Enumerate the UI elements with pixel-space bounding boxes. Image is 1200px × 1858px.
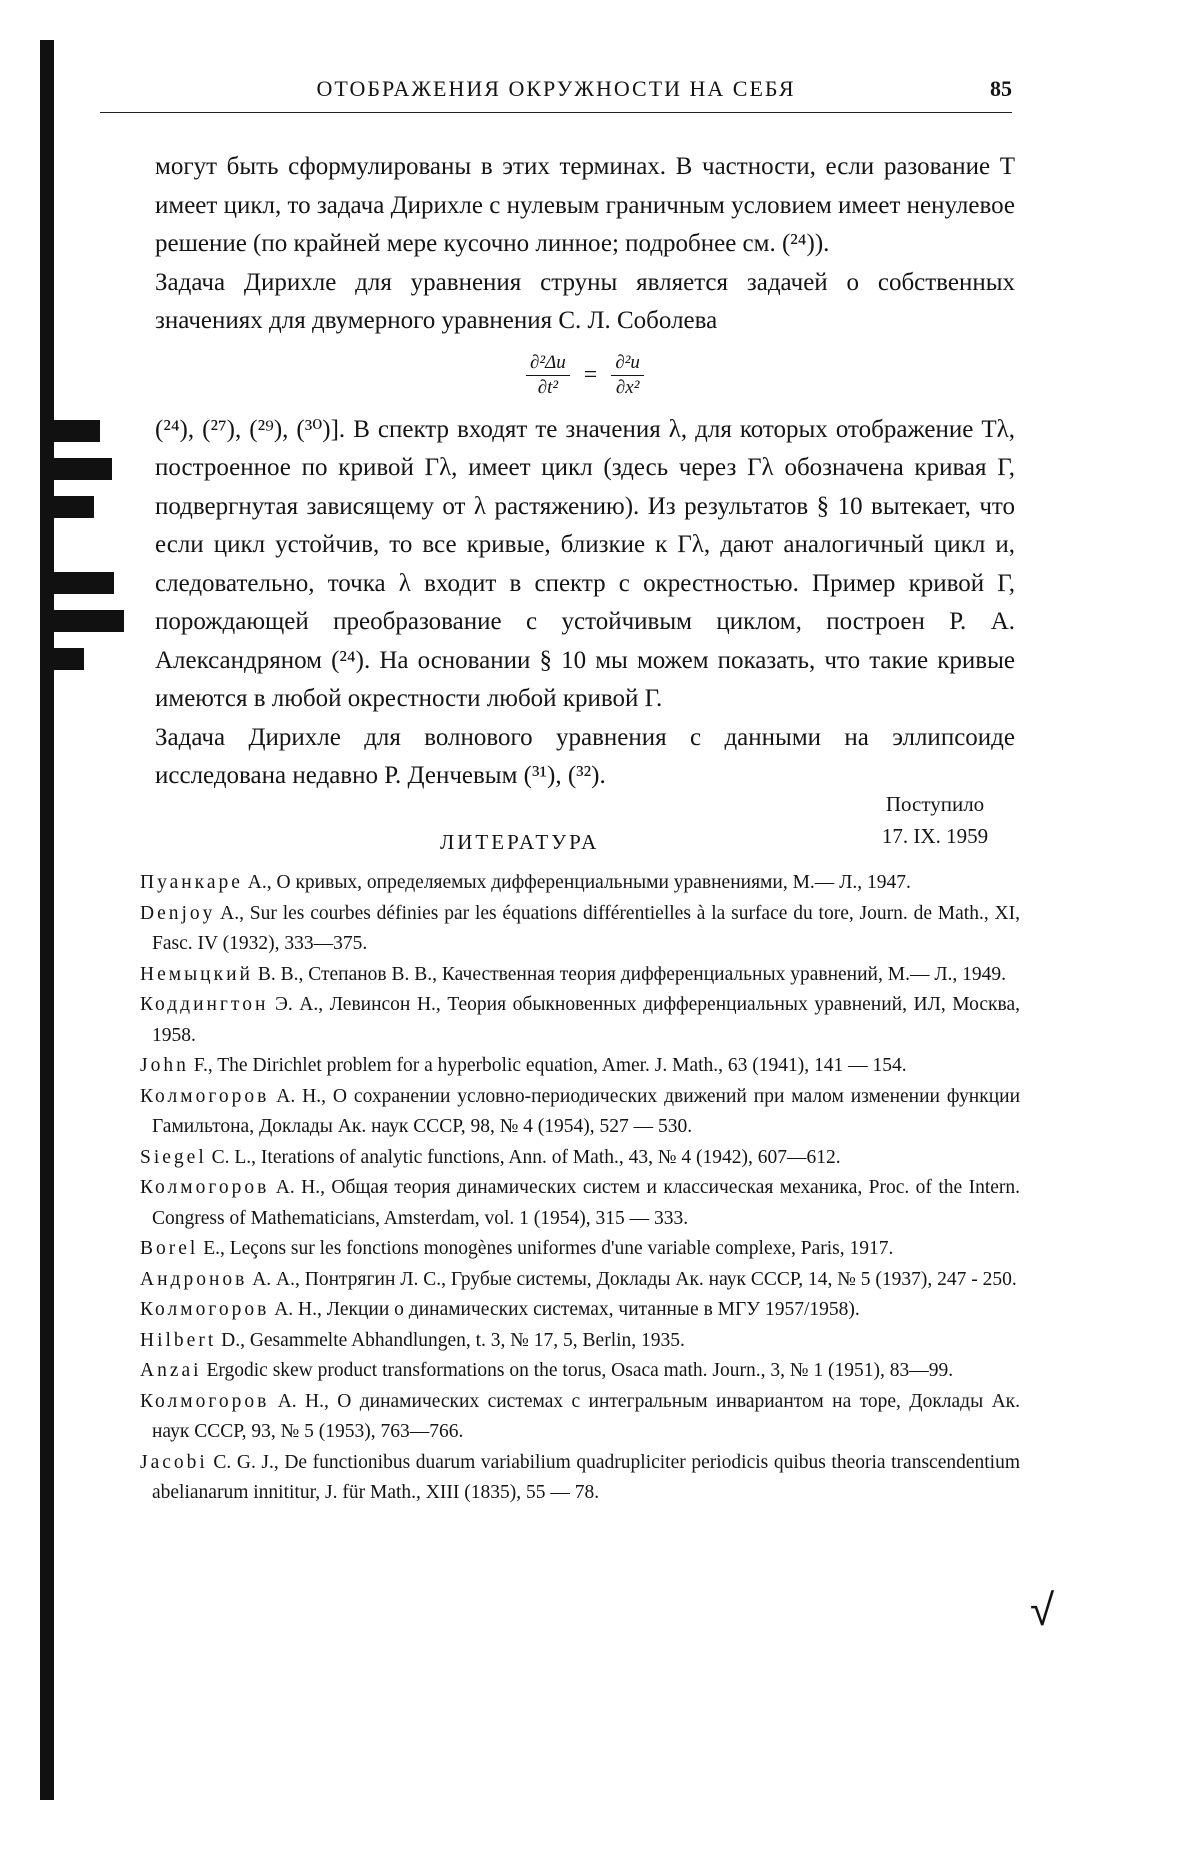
received-note (845, 788, 1025, 852)
reference-author: Колмогоров (140, 1390, 270, 1412)
reference-author: Пуанкаре (140, 872, 243, 893)
reference-item (140, 1234, 1020, 1265)
page-number: 85 (990, 76, 1012, 101)
reference-details: Э. А., Левинсон Н., Теория обыкновенных дифференциальных уравнений, ИЛ, Москва, 1958. (152, 994, 1020, 1046)
reference-author: Колмогоров (140, 1299, 270, 1320)
scan-edge (0, 0, 54, 1858)
reference-item (140, 899, 1020, 960)
paragraph-2: Задача Дирихле для уравнения струны является задачей о собственных значениях для двумерного уравнения С. Л. Соболева (155, 268, 1015, 334)
paragraph-1: могут быть сформулированы в этих терминах. В частности, если разование T имеет цикл, то задача Дирихле с нулевым граничным условием имеет ненулевое решение (по крайней мере кусочно линное; подробнее см. (²⁴)). (155, 153, 1015, 257)
reference-item (140, 1143, 1020, 1174)
reference-details: A., Sur les courbes définies par les équations différentielles à la surface du tore, Journ. de Math., XI, Fasc. IV (1932), 333—375. (152, 902, 1020, 954)
reference-item (140, 1265, 1020, 1296)
reference-item (140, 1082, 1020, 1143)
reference-author: Андронов (140, 1268, 248, 1290)
reference-details: А. Н., Общая теория динамических систем и классическая механика, Proc. of the Intern. Congress of Mathematicians, Amsterdam, vol. 1 (1954), 315 — 333. (152, 1177, 1021, 1229)
reference-author: Немыцкий (140, 963, 253, 985)
reference-details: А. Н., Лекции о динамических системах, читанные в МГУ 1957/1958). (274, 1299, 860, 1320)
lhs-numerator: ∂²Δu (526, 351, 570, 376)
reference-details: А. А., Понтрягин Л. С., Грубые системы, Доклады Ак. наук СССР, 14, № 5 (1937), 247 - 250. (252, 1268, 1017, 1290)
reference-details: C. L., Iterations of analytic functions, Ann. of Math., 43, № 4 (1942), 607—612. (211, 1146, 841, 1168)
reference-details: А., О кривых, определяемых дифференциальными уравнениями, М.— Л., 1947. (247, 872, 911, 893)
reference-details: А. Н., О динамических системах с интегральным инвариантом на торе, Доклады Ак. наук СССР, 93, № 5 (1953), 763—766. (152, 1390, 1021, 1442)
margin-check-mark: √ (1030, 1585, 1055, 1636)
rhs-numerator: ∂²u (611, 351, 644, 376)
reference-details: C. G. J., De functionibus duarum variabilium quadrupliciter periodicis quibus theoria transcendentium abelianarum innititur, J. für Math., XIII (1835), 55 — 78. (152, 1451, 1021, 1503)
reference-item (140, 1356, 1020, 1387)
scan-edge-tick (54, 458, 112, 480)
reference-author: Jacobi (140, 1451, 208, 1473)
reference-author: John (140, 1055, 189, 1076)
lhs-denominator: ∂t² (537, 377, 559, 398)
literature-heading: ЛИТЕРАТУРА (440, 830, 600, 854)
reference-author: Siegel (140, 1146, 207, 1168)
reference-author: Denjoy (140, 902, 216, 924)
rhs-fraction (611, 351, 644, 400)
reference-details: Ergodic skew product transformations on the torus, Osaca math. Journ., 3, № 1 (1951), 83—99. (206, 1360, 954, 1381)
scan-edge-tick (54, 496, 94, 518)
running-title: ОТОБРАЖЕНИЯ ОКРУЖНОСТИ НА СЕБЯ (316, 76, 796, 101)
page-header (100, 72, 1012, 113)
reference-author: Колмогоров (140, 1085, 270, 1107)
reference-author: Hilbert (140, 1329, 217, 1351)
reference-item (140, 1173, 1020, 1234)
reference-item (140, 1295, 1020, 1326)
rhs-denominator: ∂x² (615, 377, 640, 398)
reference-item (140, 990, 1020, 1051)
sobolev-equation (155, 341, 1015, 411)
received-date: 17. IX. 1959 (881, 824, 989, 848)
scan-edge-tick (54, 420, 100, 442)
reference-item (140, 1326, 1020, 1357)
reference-author: Коддингтон (140, 994, 269, 1015)
scan-edge-bar (40, 40, 54, 1800)
reference-item (140, 868, 1020, 899)
reference-author: Borel (140, 1238, 199, 1259)
reference-item (140, 960, 1020, 991)
reference-details: В. В., Степанов В. В., Качественная теория дифференциальных уравнений, М.— Л., 1949. (257, 963, 1007, 985)
scan-edge-tick (54, 648, 84, 670)
reference-author: Anzai (140, 1360, 202, 1381)
reference-details: А. Н., О сохранении условно-периодических движений при малом изменении функции Гамильтона, Доклады Ак. наук СССР, 98, № 4 (1954), 527 — 530. (152, 1085, 1021, 1137)
paragraph-4: Задача Дирихле для волнового уравнения с данными на эллипсоиде исследована недавно Р. Денчевым (³¹), (³²). (155, 723, 1015, 789)
reference-details: D., Gesammelte Abhandlungen, t. 3, № 17, 5, Berlin, 1935. (221, 1329, 685, 1351)
reference-item (140, 1448, 1020, 1509)
equals-sign: = (583, 362, 598, 388)
scan-edge-tick (54, 572, 114, 594)
reference-author: Колмогоров (140, 1177, 270, 1198)
body-text (155, 148, 1015, 796)
reference-item (140, 1387, 1020, 1448)
reference-list (140, 868, 1020, 1509)
reference-details: F., The Dirichlet problem for a hyperbolic equation, Amer. J. Math., 63 (1941), 141 — 154. (193, 1055, 907, 1076)
reference-details: E., Leçons sur les fonctions monogènes uniformes d'une variable complexe, Paris, 1917. (203, 1238, 894, 1259)
received-label: Поступило (885, 792, 985, 816)
paragraph-3: (²⁴), (²⁷), (²⁹), (³⁰)]. В спектр входят те значения λ, для которых отображение Tλ, построенное по кривой Γλ, имеет цикл (здесь через Γλ обозначена кривая Γ, подвергнутая зависящему от λ растяжению). Из результатов § 10 вытекает, что если цикл устойчив, то все кривые, близкие к Γλ, дают аналогичный цикл и, следовательно, точка λ входит в спектр с окрестностью. Пример кривой Γ, порождающей преобразование с устойчивым циклом, построен Р. А. Александряном (²⁴). На основании § 10 мы можем показать, что такие кривые имеются в любой окрестности любой кривой Γ. (155, 415, 1015, 712)
lhs-fraction (526, 351, 570, 400)
scan-edge-tick (54, 610, 124, 632)
reference-item (140, 1051, 1020, 1082)
